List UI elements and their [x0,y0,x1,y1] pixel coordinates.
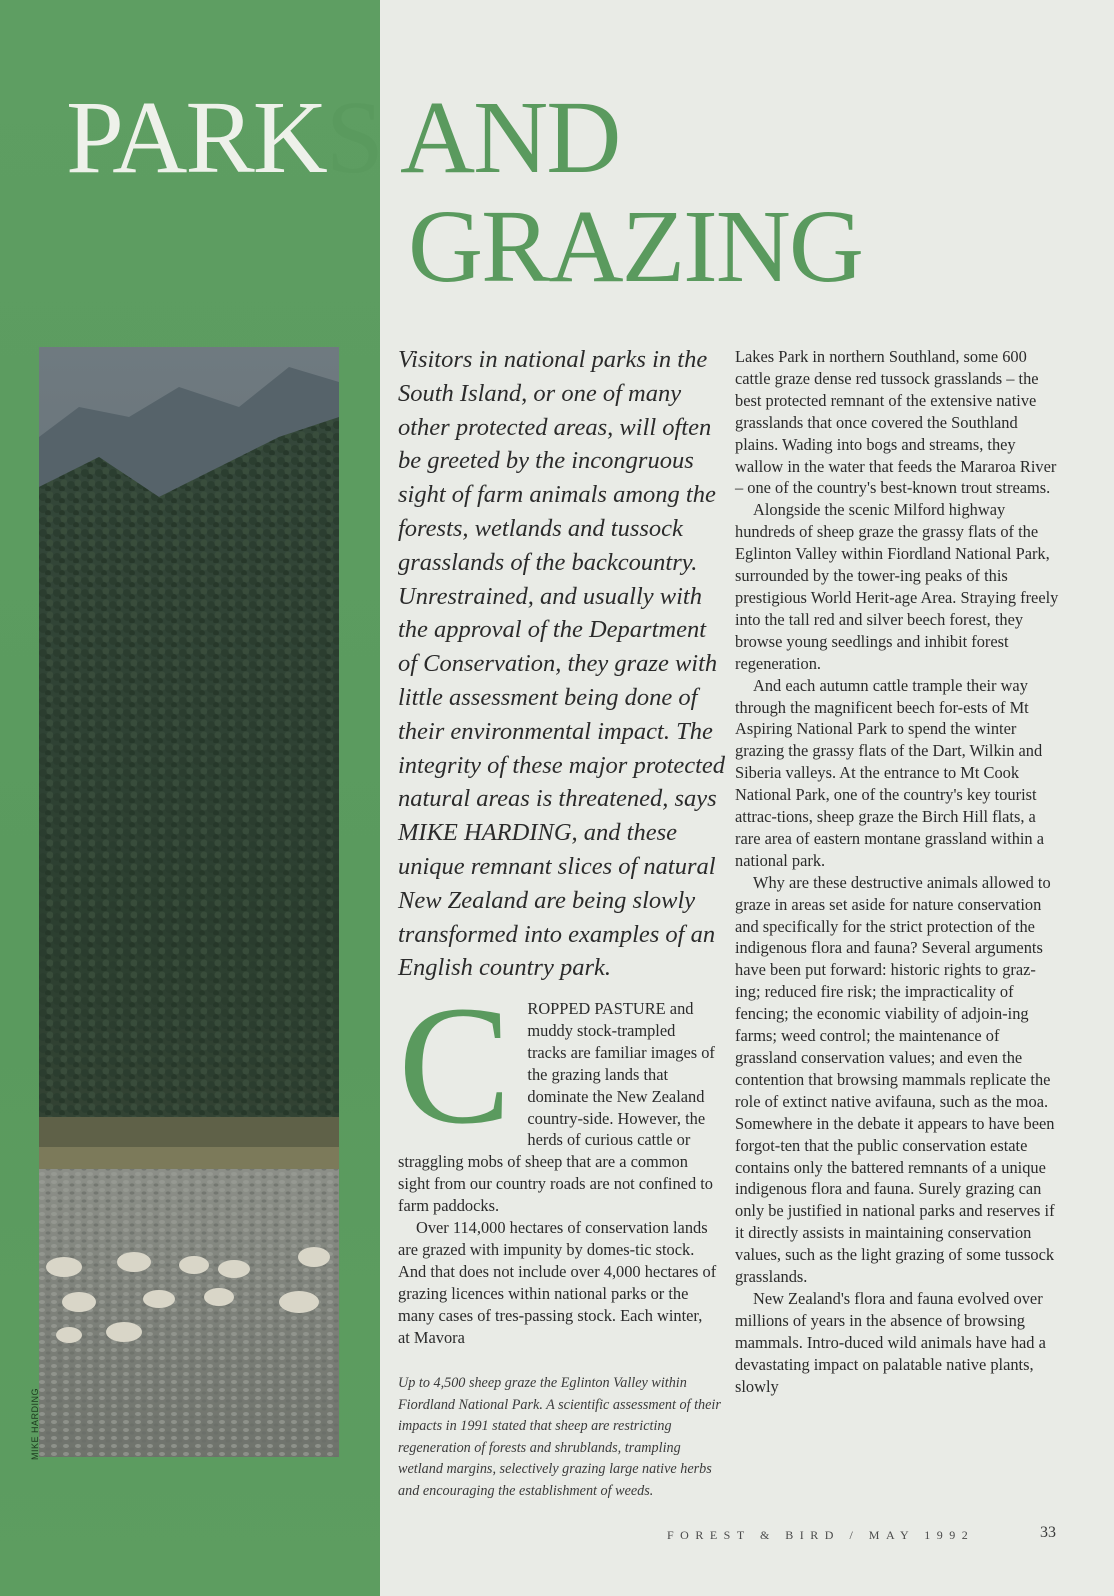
article-column-right [735,346,1060,1398]
footer-publication: FOREST & BIRD / MAY 1992 [667,1528,975,1542]
paragraph-3: Alongside the scenic Milford highway hundreds of sheep graze the grassy flats of the Eglinton Valley within Fiordland National Park, surrounded by the tower-ing peaks of this prestigious World Herit-age Area. Straying freely into the tall red and silver beech forest, they browse young seedlings and inhibit forest regeneration. [735,500,1059,673]
headline-part-a: PARK [66,80,326,195]
article-column-left [398,971,718,1349]
page-number: 33 [1040,1524,1056,1541]
sheep-valley-photo [39,347,339,1457]
drop-cap: C [398,971,512,1159]
lead-text: ROPPED PASTURE and muddy stock-trampled tracks are familiar images of the grazing lands that dominate the New Zealand country-side. However, the herds of curious cattle or straggling mobs of sheep that are a common sight from our country roads are not confined to farm paddocks. [398,999,715,1216]
paragraph-4: And each autumn cattle trample their way through the magnificent beech for-ests of Mt Aspiring National Park to spend the winter grazing the grassy flats of the Dart, Wilkin and Siberia valleys. At the entrance to Mt Cook National Park, one of the country's key tourist attrac-tions, sheep graze the Birch Hill flats, a rare area of eastern montane grassland within a national park. [735,675,1045,870]
photo-credit [30,1448,31,1460]
headline-line-1 [66,80,620,195]
paragraph-5: Why are these destructive animals allowed to graze in areas set aside for nature conservation and specifically for the strict protection of the indigenous flora and fauna? Several arguments have been put forward: historic rights to graz-ing; reduced fire risk; the impracticality of fencing; the economic viability of adjoin-ing farms; weed control; the maintenance of grassland conservation values; and even the contention that browsing mammals replicate the role of extinct native avifauna, such as the moa. Somewhere in the debate it appears to have been forgot-ten that the public conservation estate contains only the battered remnants of a unique indigenous flora and fauna. Surely grazing can only be justified in national parks and reserves if it directly assists in maintaining conservation values, such as the light grazing of some tussock grasslands. [735,872,1055,1287]
headline-line-2: GRAZING [408,189,862,304]
headline-part-b: S AND [325,80,620,195]
paragraph-2: Over 114,000 hectares of conservation lands are grazed with impunity by domes-tic stock. And that does not include over 4,000 hectares of grazing licences within national parks or the many cases of tres-passing stock. Each winter, at Mavora [398,1218,717,1347]
intro-standfirst: Visitors in national parks in the South Island, or one of many other protected areas, will often be greeted by the incongruous sight of farm animals among the forests, wetlands and tussock grasslands of the backcountry. Unrestrained, and usually with the approval of the Department of Conservation, they graze with little assessment being done of their environmental impact. The integrity of these major protected natural areas is threatened, says MIKE HARDING, and these unique remnant slices of natural New Zealand are being slowly transformed into examples of an English country park. [398,346,726,982]
photo-illustration [39,347,339,1457]
paragraph-2-continued: Lakes Park in northern Southland, some 600 cattle graze dense red tussock grasslands – the best protected remnant of the extensive native grasslands that once covered the Southland plains. Wading into bogs and streams, they wallow in the water that feeds the Mararoa River – one of the country's best-known trout streams. [735,347,1057,498]
photo-caption: Up to 4,500 sheep graze the Eglinton Valley within Fiordland National Park. A scientific assessment of their impacts in 1991 stated that sheep are restricting regeneration of forests and shrublands, trampling wetland margins, selectively grazing large native herbs and encouraging the establishment of weeds. [398,1375,721,1499]
lead-paragraph [398,971,718,1217]
paragraph-6: New Zealand's flora and fauna evolved over millions of years in the absence of browsing mammals. Intro-duced wild animals have had a devastating impact on palatable native plants, slowly [735,1288,1046,1396]
